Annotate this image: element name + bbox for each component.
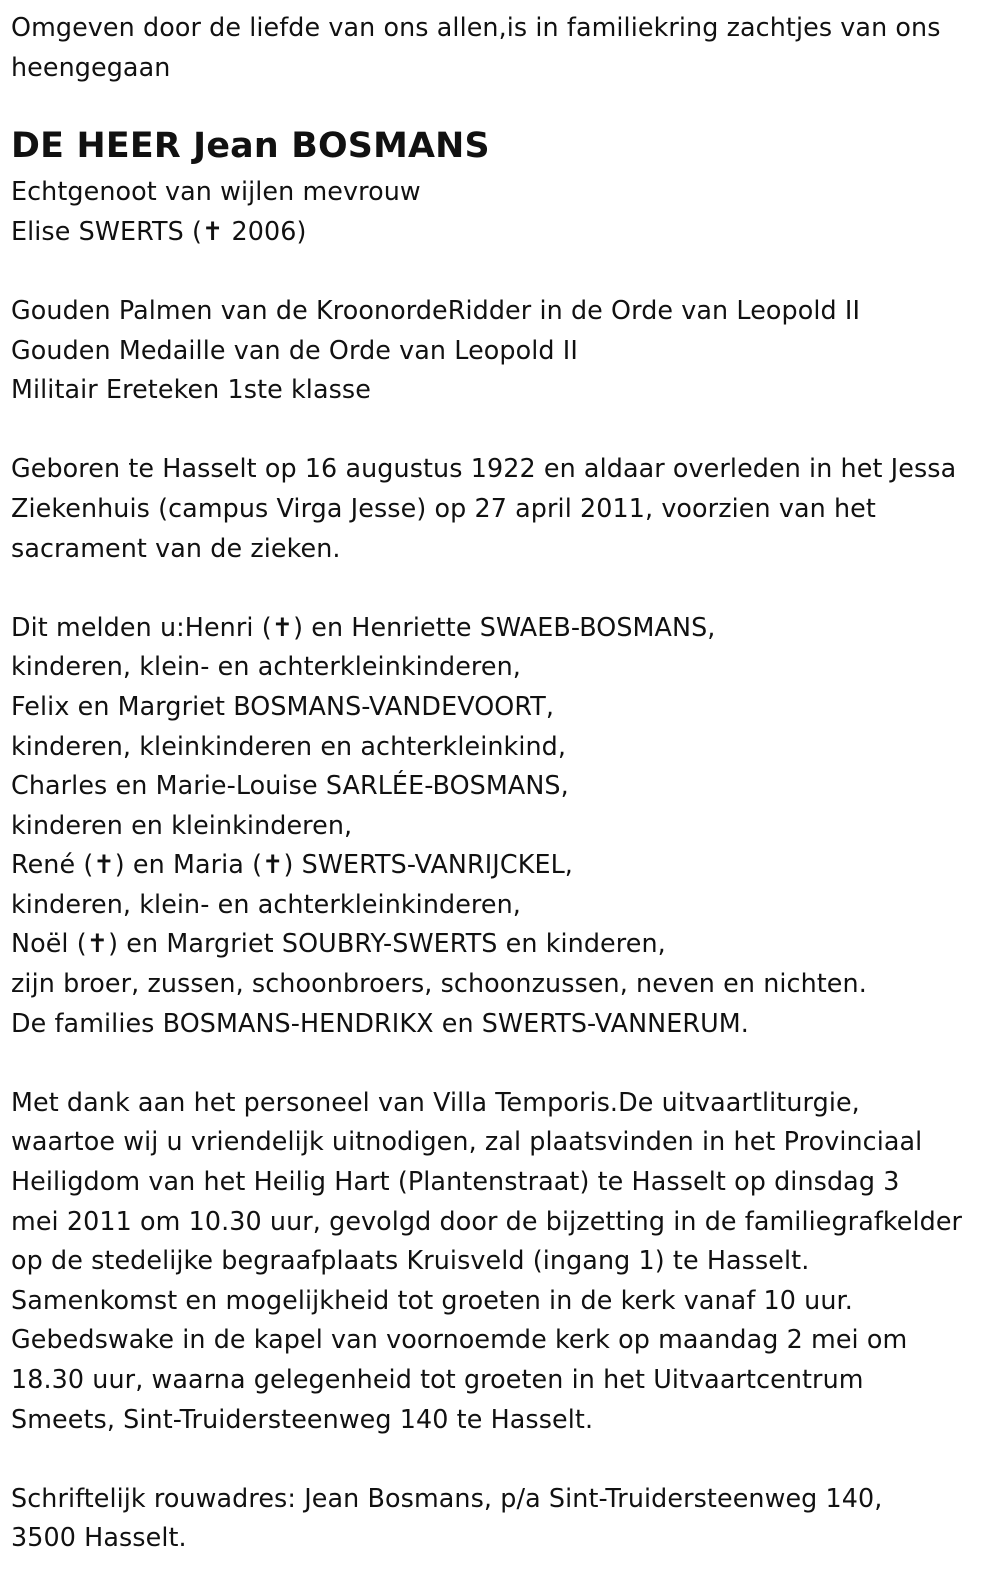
honours-line: Gouden Medaille van de Orde van Leopold II xyxy=(11,334,578,365)
funeral-line: 18.30 uur, waarna gelegenheid tot groeten in het Uitvaartcentrum xyxy=(11,1364,864,1394)
spouse-section xyxy=(11,172,990,251)
family-line: Charles en Marie-Louise SARLÉE-BOSMANS, xyxy=(11,770,569,801)
family-line: Felix en Margriet BOSMANS-VANDEVOORT, xyxy=(11,690,555,721)
funeral-line: op de stedelijke begraafplaats Kruisveld (ingang 1) te Hasselt. xyxy=(11,1245,810,1276)
family-line: De families BOSMANS-HENDRIKX en SWERTS-VANNERUM. xyxy=(11,1007,749,1038)
honours-section xyxy=(11,291,990,410)
funeral-line: Gebedswake in de kapel van voornoemde kerk op maandag 2 mei om xyxy=(11,1324,908,1355)
spouse-line: Elise SWERTS (✝ 2006) xyxy=(11,215,307,246)
family-section xyxy=(11,608,990,1044)
family-line: kinderen, klein- en achterkleinkinderen, xyxy=(11,651,521,682)
family-line: kinderen, klein- en achterkleinkinderen, xyxy=(11,888,521,919)
address-line: Schriftelijk rouwadres: Jean Bosmans, p/a Sint-Truidersteenweg 140, xyxy=(11,1482,883,1513)
family-line: René (✝) en Maria (✝) SWERTS-VANRIJCKEL, xyxy=(11,849,573,880)
family-line: kinderen en kleinkinderen, xyxy=(11,809,353,840)
birth-death-section xyxy=(11,449,990,568)
family-line: kinderen, kleinkinderen en achterkleinkind, xyxy=(11,730,567,761)
funeral-line: Smeets, Sint-Truidersteenweg 140 te Hasselt. xyxy=(11,1403,594,1434)
family-line: Dit melden u:Henri (✝) en Henriette SWAEB-BOSMANS, xyxy=(11,611,716,642)
funeral-line: waartoe wij u vriendelijk uitnodigen, zal plaatsvinden in het Provinciaal xyxy=(11,1126,923,1157)
intro-line: heengegaan xyxy=(11,51,171,82)
deceased-name: DE HEER Jean BOSMANS xyxy=(11,126,490,167)
funeral-line: Samenkomst en mogelijkheid tot groeten in de kerk vanaf 10 uur. xyxy=(11,1284,853,1315)
honours-line: Gouden Palmen van de KroonordeRidder in de Orde van Leopold II xyxy=(11,294,861,325)
birth-death-line: Geboren te Hasselt op 16 augustus 1922 en aldaar overleden in het Jessa xyxy=(11,453,957,484)
honours-line: Militair Ereteken 1ste klasse xyxy=(11,374,371,405)
funeral-section xyxy=(11,1083,990,1439)
spouse-line: Echtgenoot van wijlen mevrouw xyxy=(11,176,421,207)
funeral-line: mei 2011 om 10.30 uur, gevolgd door de bijzetting in de familiegrafkelder xyxy=(11,1205,963,1236)
family-line: Noël (✝) en Margriet SOUBRY-SWERTS en kinderen, xyxy=(11,928,666,959)
intro-section xyxy=(11,8,990,87)
birth-death-line: Ziekenhuis (campus Virga Jesse) op 27 april 2011, voorzien van het xyxy=(11,492,876,523)
intro-line: Omgeven door de liefde van ons allen,is in familiekring zachtjes van ons xyxy=(11,12,941,42)
address-section xyxy=(11,1479,990,1558)
funeral-line: Heiligdom van het Heilig Hart (Plantenstraat) te Hasselt op dinsdag 3 xyxy=(11,1166,900,1197)
address-line: 3500 Hasselt. xyxy=(11,1522,187,1553)
family-line: zijn broer, zussen, schoonbroers, schoonzussen, neven en nichten. xyxy=(11,968,867,999)
funeral-line: Met dank aan het personeel van Villa Temporis.De uitvaartliturgie, xyxy=(11,1086,860,1117)
birth-death-line: sacrament van de zieken. xyxy=(11,532,341,563)
